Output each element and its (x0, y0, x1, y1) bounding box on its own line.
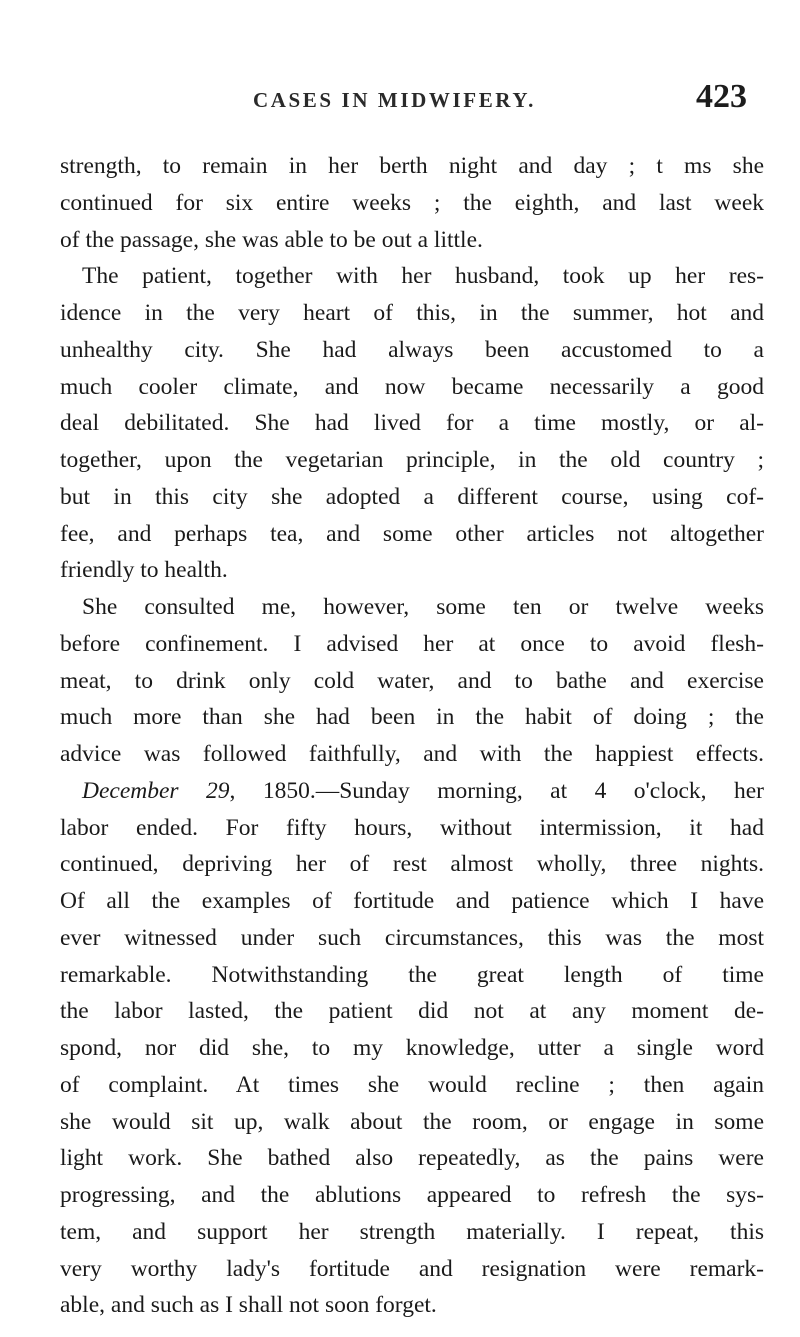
text-line: before confinement. I advised her at once to avoid flesh- (60, 630, 764, 657)
paragraph-start-line: The patient, together with her husband, took up her res- (82, 263, 764, 290)
text-line: of the passage, she was able to be out a little. (60, 226, 483, 253)
text-line: unhealthy city. She had always been accustomed to a (60, 336, 764, 363)
text-line: of complaint. At times she would recline ; then again (60, 1071, 764, 1098)
text-line: advice was followed faithfully, and with the happiest effects. (60, 741, 764, 767)
text-line: friendly to health. (60, 557, 228, 584)
running-head (0, 78, 800, 118)
dated-entry-line (60, 773, 764, 810)
text-line: much cooler climate, and now became necessarily a good (60, 373, 764, 400)
text-line: ever witnessed under such circumstances, this was the most (60, 924, 764, 951)
text-line: idence in the very heart of this, in the summer, hot and (60, 300, 764, 326)
text-line: remarkable. Notwithstanding the great length of time (60, 961, 764, 988)
text-line: much more than she had been in the habit of doing ; the (60, 704, 764, 731)
text-line: progressing, and the ablutions appeared to refresh the sys- (60, 1182, 764, 1208)
body-text (60, 148, 764, 1324)
paragraph-start-line: She consulted me, however, some ten or twelve weeks (82, 594, 764, 620)
text-line: fee, and perhaps tea, and some other articles not altogether (60, 520, 764, 547)
text-line: spond, nor did she, to my knowledge, utter a single word (60, 1035, 764, 1061)
text-line: she would sit up, walk about the room, or engage in some (60, 1108, 764, 1135)
text-line: together, upon the vegetarian principle, in the old country ; (60, 447, 764, 473)
text-line: Of all the examples of fortitude and patience which I have (60, 888, 764, 914)
text-line: light work. She bathed also repeatedly, as the pains were (60, 1145, 764, 1172)
text-line: deal debilitated. She had lived for a time mostly, or al- (60, 410, 764, 437)
text-line: very worthy lady's fortitude and resignation were remark- (60, 1255, 764, 1282)
text-line: meat, to drink only cold water, and to bathe and exercise (60, 667, 764, 694)
entry-date: December 29 (82, 777, 230, 804)
text-line: able, and such as I shall not soon forget. (60, 1292, 437, 1319)
text-line: tem, and support her strength materially. I repeat, this (60, 1218, 764, 1245)
page-number: 423 (696, 78, 747, 115)
text-line: strength, to remain in her berth night and day ; t ms she (60, 153, 764, 179)
text-line: continued, depriving her of rest almost wholly, three nights. (60, 851, 764, 878)
text-line: but in this city she adopted a different course, using cof- (60, 483, 764, 510)
text-line: the labor lasted, the patient did not at any moment de- (60, 998, 764, 1025)
text-line: continued for six entire weeks ; the eighth, and last week (60, 189, 764, 216)
running-title: CASES IN MIDWIFERY. (253, 88, 537, 112)
text-line: labor ended. For fifty hours, without intermission, it had (60, 814, 764, 841)
entry-date-rest: , 1850.—Sunday morning, at 4 o'clock, her (229, 777, 764, 804)
